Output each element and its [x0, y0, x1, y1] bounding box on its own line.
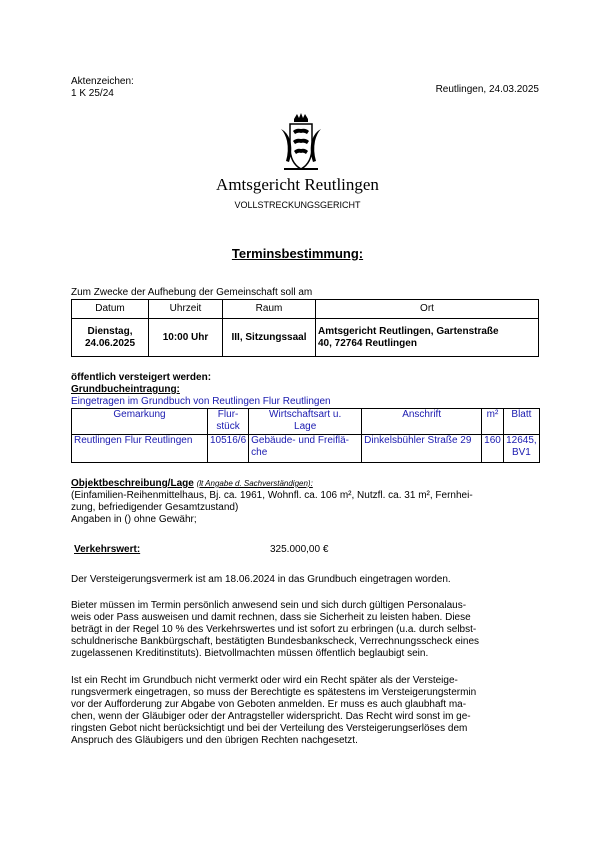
grundbuch-header-row — [72, 409, 540, 435]
paragraph-rechte — [71, 675, 476, 747]
th-raum: Raum — [223, 300, 316, 319]
place-date: Reutlingen, 24.03.2025 — [435, 84, 539, 95]
termin-datum-line2: 24.06.2025 — [84, 337, 136, 349]
th-uhrzeit: Uhrzeit — [149, 300, 223, 319]
th-gemarkung: Gemarkung — [72, 409, 208, 435]
paragraph-line: ringsten Gebot nicht berücksichtigt und bei der Verteilung des Versteigerungserlöses dem — [71, 723, 468, 734]
objekt-heading-line — [71, 478, 313, 490]
paragraph-line: Bieter müssen im Termin persönlich anwesend sein und sich durch gültigen Personalaus- — [71, 600, 467, 611]
objekt-line: (Einfamilien-Reihenmittelhaus, Bj. ca. 1961, Wohnfl. ca. 106 m², Nutzfl. ca. 31 m², Fernhei- — [71, 490, 473, 501]
termin-table — [71, 299, 539, 357]
paragraph-line: chen, wenn der Gläubiger oder der Antragsteller widerspricht. Das Recht wird sonst im ge- — [71, 711, 471, 722]
gb-wirtschaftsart-line1: Gebäude- und Freiflä- — [251, 435, 349, 446]
termin-raum: III, Sitzungssaal — [223, 319, 316, 357]
termin-header-row — [72, 300, 539, 319]
th-datum: Datum — [72, 300, 149, 319]
objekt-heading: Objektbeschreibung/Lage — [71, 478, 194, 489]
paragraph-line: Ist ein Recht im Grundbuch nicht vermerkt oder wird ein Recht später als der Versteige- — [71, 675, 458, 686]
grundbuch-table — [71, 408, 540, 463]
paragraph-line: rungsvermerk eingetragen, so muss der Berechtigte es spätestens im Versteigerungstermin — [71, 687, 477, 698]
paragraph-line: zugelassenen Kreditinstituts). Bietvollmachten müssen öffentlich beglaubigt sein. — [71, 648, 429, 659]
paragraph-versteigerungsvermerk: Der Versteigerungsvermerk ist am 18.06.2024 in das Grundbuch eingetragen worden. — [71, 574, 451, 585]
gb-m2: 160 — [482, 435, 504, 463]
page-title: Terminsbestimmung: — [231, 246, 364, 261]
th-flurstueck — [208, 409, 249, 435]
aktenzeichen-label: Aktenzeichen: — [71, 76, 134, 87]
grundbuch-row — [72, 435, 540, 463]
objekt-line: Angaben in () ohne Gewähr; — [71, 514, 197, 525]
aktenzeichen-value: 1 K 25/24 — [71, 88, 114, 99]
coat-of-arms-icon — [278, 113, 324, 173]
gb-blatt — [503, 435, 539, 463]
termin-ort-line2: 40, 72764 Reutlingen — [318, 337, 417, 349]
court-name: Amtsgericht Reutlingen — [216, 175, 379, 194]
objekt-heading-note: (lt Angabe d. Sachverständigen): — [196, 479, 313, 488]
verkehrswert-value: 325.000,00 € — [270, 544, 329, 555]
paragraph-line: weis oder Pass ausweisen und damit rechnen, dass sie Sicherheit zu leisten haben. Diese — [71, 612, 471, 623]
termin-uhrzeit: 10:00 Uhr — [149, 319, 223, 357]
th-wirtschaftsart-line2: Lage — [294, 421, 317, 432]
th-blatt: Blatt — [503, 409, 539, 435]
gb-flurstueck: 10516/6 — [208, 435, 249, 463]
termin-datum — [72, 319, 149, 357]
termin-datum-line1: Dienstag, — [87, 325, 133, 337]
grundbuch-subheading: Eingetragen im Grundbuch von Reutlingen Flur Reutlingen — [71, 396, 331, 407]
th-wirtschaftsart — [249, 409, 362, 435]
termin-ort — [316, 319, 539, 357]
court-subtitle: VOLLSTRECKUNGSGERICHT — [234, 200, 361, 210]
paragraph-bieter — [71, 600, 479, 660]
objekt-description — [71, 490, 473, 526]
versteigert-text: öffentlich versteigert werden: — [71, 372, 212, 383]
gb-wirtschaftsart-line2: che — [251, 447, 268, 458]
paragraph-line: schuldnerische Bankbürgschaft, bestätigten Bundesbankscheck, Verrechnungsscheck eines — [71, 636, 480, 647]
verkehrswert-label: Verkehrswert: — [74, 544, 141, 555]
th-flurstueck-line1: Flur- — [217, 409, 239, 420]
aktenzeichen — [71, 76, 134, 100]
th-flurstueck-line2: stück — [216, 421, 240, 432]
termin-ort-line1: Amtsgericht Reutlingen, Gartenstraße — [318, 325, 499, 337]
gb-wirtschaftsart — [249, 435, 362, 463]
paragraph-line: vor der Aufforderung zur Abgabe von Geboten anmelden. Er muss es auch glaubhaft ma- — [71, 699, 467, 710]
th-m2: m² — [482, 409, 504, 435]
paragraph-line: beträgt in der Regel 10 % des Verkehrswertes und ist sofort zu erbringen (u.a. durch selbst- — [71, 624, 477, 635]
th-ort: Ort — [316, 300, 539, 319]
gb-blatt-line2: BV1 — [511, 447, 531, 458]
gb-blatt-line1: 12645, — [506, 435, 537, 446]
gb-anschrift: Dinkelsbühler Straße 29 — [362, 435, 482, 463]
th-anschrift: Anschrift — [362, 409, 482, 435]
gb-gemarkung: Reutlingen Flur Reutlingen — [72, 435, 208, 463]
th-wirtschaftsart-line1: Wirtschaftsart u. — [269, 409, 342, 420]
termin-row — [72, 319, 539, 357]
intro-text: Zum Zwecke der Aufhebung der Gemeinschaft soll am — [71, 287, 313, 298]
paragraph-line: Anspruch des Gläubigers und den übrigen Rechten nachgesetzt. — [71, 735, 358, 746]
grundbuch-heading: Grundbucheintragung: — [71, 384, 180, 395]
objekt-line: zung, befriedigender Gesamtzustand) — [71, 502, 239, 513]
